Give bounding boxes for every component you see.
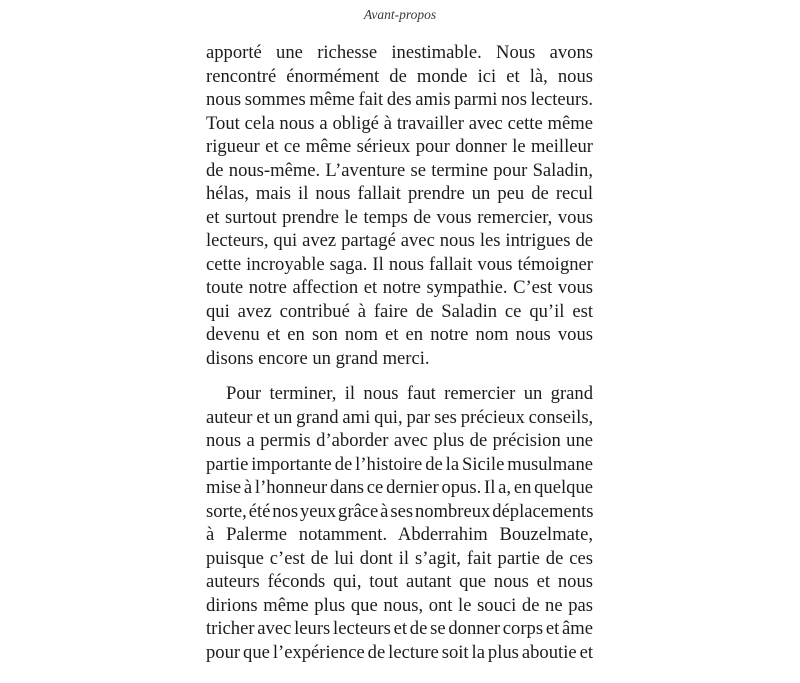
text-line: auteurs féconds qui, tout autant que nous et nous [206, 571, 593, 592]
text-line: qui avez contribué à faire de Saladin ce qu’il est [206, 300, 593, 322]
text-line: mise à l’honneur dans ce dernier opus. Il a, en quelque [206, 477, 593, 498]
text-line: cette incroyable saga. Il nous fallait vous témoigner [206, 253, 593, 275]
paragraph-1 [206, 41, 593, 370]
body-text [206, 41, 593, 664]
text-line: puisque c’est de lui dont il s’agit, fait partie de ces [206, 547, 593, 569]
paragraph-2 [206, 382, 593, 664]
text-line: partie importante de l’histoire de la Sicile musulmane [206, 453, 593, 475]
text-line: lecteurs, qui avez partagé avec nous les intrigues de [206, 230, 593, 251]
text-line: auteur et un grand ami qui, par ses précieux conseils, [206, 406, 594, 428]
text-line: tricher avec leurs lecteurs et de se donner corps et âme [206, 618, 593, 639]
text-line: pour que l’expérience de lecture soit la plus aboutie et [206, 641, 593, 663]
text-line: rencontré énormément de monde ici et là, nous [206, 65, 593, 87]
text-line: Tout cela nous a obligé à travailler avec cette même [206, 112, 593, 134]
text-line: dirions même plus que nous, ont le souci de ne pas [206, 594, 593, 616]
text-line: de nous-même. L’aventure se termine pour Saladin, [206, 159, 593, 181]
text-line: devenu et en son nom et en notre nom nous vous [206, 324, 593, 345]
text-line: disons encore un grand merci. [206, 347, 430, 369]
text-line: hélas, mais il nous fallait prendre un peu de recul [206, 183, 593, 204]
text-line: apporté une richesse inestimable. Nous avons [206, 42, 593, 63]
text-line: sorte, été nos yeux grâce à ses nombreux déplacements [206, 500, 594, 522]
text-line: à Palerme notamment. Abderrahim Bouzelmate, [206, 524, 593, 545]
text-line: nous sommes même fait des amis parmi nos lecteurs. [206, 89, 594, 110]
text-line: toute notre affection et notre sympathie. C’est vous [206, 277, 593, 298]
text-line: Pour terminer, il nous faut remercier un grand [226, 383, 593, 404]
text-line: rigueur et ce même sérieux pour donner le meilleur [206, 136, 593, 157]
text-line: et surtout prendre le temps de vous remercier, vous [206, 206, 593, 228]
text-line: nous a permis d’aborder avec plus de précision une [206, 430, 593, 451]
running-header: Avant-propos [363, 7, 437, 22]
